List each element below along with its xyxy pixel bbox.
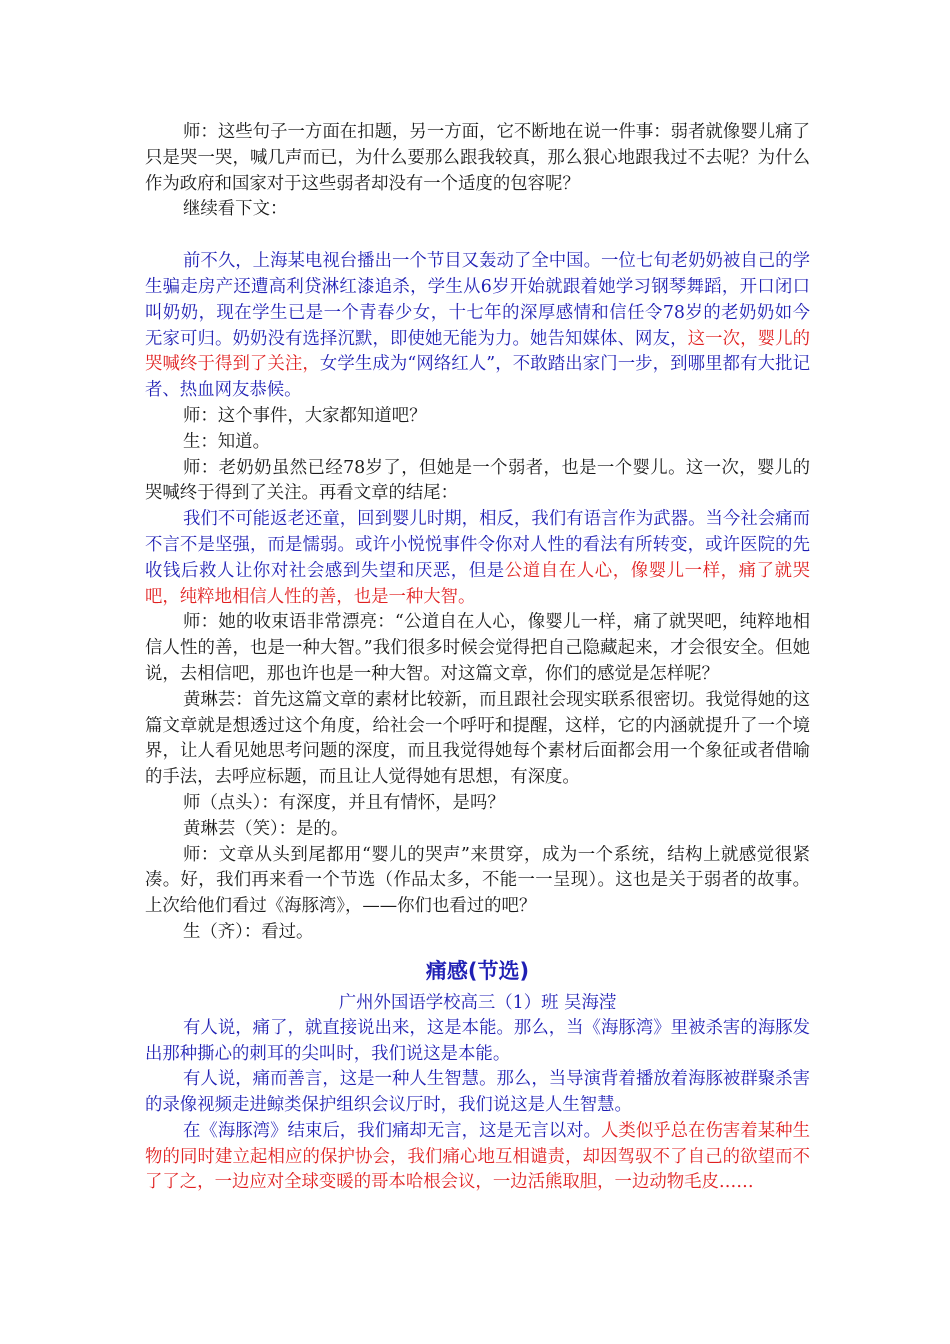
student-smile: 黄琳芸（笑）：是的。 (183, 818, 349, 839)
teacher-question: 师：这个事件，大家都知道吧？ (183, 405, 427, 426)
excerpt-3-highlight: 人类似乎总在伤害着某种生物的同时建立起相应的保护协会，我们痛心地互相谴责，却因驾驭不了自己的欲望而不了了之，一边应对全球变暖的哥本哈根会议，一边活熊取胆，一边动物毛皮…… (145, 1120, 810, 1193)
excerpt-3-text-a: 在《海豚湾》结束后，我们痛却无言，这是无言以对。 (183, 1120, 601, 1141)
excerpt-paragraph-1: 有人说，痛了，就直接说出来，这是本能。那么，当《海豚湾》里被杀害的海豚发出那种撕心的刺耳的尖叫时，我们说这是本能。 (145, 1017, 810, 1064)
teacher-paragraph-4: 师：她的收束语非常漂亮：“公道自在人心，像婴儿一样，痛了就哭吧，纯粹地相信人性的善，也是一种大智。”我们很多时候会觉得把自己隐藏起来，才会很安全。但她说，去相信吧，那也许也是一种大智。对这篇文章，你们的感觉是怎样呢？ (145, 612, 810, 684)
teacher-paragraph-2: 继续看下文： (183, 199, 288, 220)
teacher-nod: 师（点头）：有深度，并且有情怀，是吗？ (183, 792, 505, 813)
teacher-paragraph-3: 师：老奶奶虽然已经78岁了，但她是一个弱者，也是一个婴儿。这一次，婴儿的哭喊终于得到了关注。再看文章的结尾： (145, 457, 810, 504)
excerpt-1-text-a: 前不久，上海某电视台播出一个节目又轰动了全中国。一位七旬老奶奶被自己的学生骗走房产还遭高利贷淋红漆追杀，学生从6岁开始就跟着她学习钢琴舞蹈，开口闭口叫奶奶，现在学生已是一个青春少女，十七年的深厚感情和信任令78岁的老奶奶如今无家可归。奶奶没有选择沉默，即使她无能为力。她告知媒体、网友， (145, 251, 810, 349)
quoted-excerpt-2 (145, 507, 810, 610)
excerpt-paragraph-2: 有人说，痛而善言，这是一种人生智慧。那么，当导演背着播放着海豚被群聚杀害的录像视频走进鲸类保护组织会议厅时，我们说这是人生智慧。 (145, 1069, 810, 1116)
document-page (145, 120, 810, 1196)
student-answer: 生：知道。 (183, 431, 270, 452)
teacher-paragraph-1: 师：这些句子一方面在扣题，另一方面，它不断地在说一件事：弱者就像婴儿痛了只是哭一哭，喊几声而已，为什么要那么跟我较真，那么狠心地跟我过不去呢？为什么作为政府和国家对于这些弱者却没有一个适度的包容呢？ (145, 122, 810, 194)
students-reply: 生（齐）：看过。 (183, 921, 314, 942)
excerpt-paragraph-3 (145, 1119, 810, 1196)
student-comment: 黄琳芸：首先这篇文章的素材比较新，而且跟社会现实联系很密切。我觉得她的这篇文章就是想透过这个角度，给社会一个呼吁和提醒，这样，它的内涵就提升了一个境界，让人看见她思考问题的深度，而且我觉得她每个素材后面都会用一个象征或者借喻的手法，去呼应标题，而且让人觉得她有思想，有深度。 (145, 689, 810, 788)
quoted-excerpt-1 (145, 249, 810, 404)
spacer (145, 223, 810, 249)
excerpt-1-highlight: 这一次，婴儿的哭喊终于得到了关注， (145, 328, 810, 375)
teacher-paragraph-5: 师：文章从头到尾都用“婴儿的哭声”来贯穿，成为一个系统，结构上就感觉很紧凑。好，我们再来看一个节选（作品太多，不能一一呈现）。这也是关于弱者的故事。上次给他们看过《海豚湾》，——你们也看过的吧？ (145, 844, 810, 917)
excerpt-author: 广州外国语学校高三（1）班 吴海滢 (338, 992, 617, 1013)
excerpt-2-text-a: 我们不可能返老还童，回到婴儿时期，相反，我们有语言作为武器。当今社会痛而不言不是坚强，而是懦弱。或许小悦悦事件令你对人性的看法有所转变，或许医院的先收钱后救人让你对社会感到失望和厌恶，但是 (145, 509, 810, 581)
excerpt-2-highlight: 公道自在人心，像婴儿一样，痛了就哭吧，纯粹地相信人性的善，也是一种大智。 (145, 560, 810, 607)
excerpt-title: 痛感(节选) (425, 958, 530, 983)
excerpt-1-text-c: 女学生成为“网络红人”，不敢踏出家门一步，到哪里都有大批记者、热血网友恭候。 (145, 354, 810, 401)
